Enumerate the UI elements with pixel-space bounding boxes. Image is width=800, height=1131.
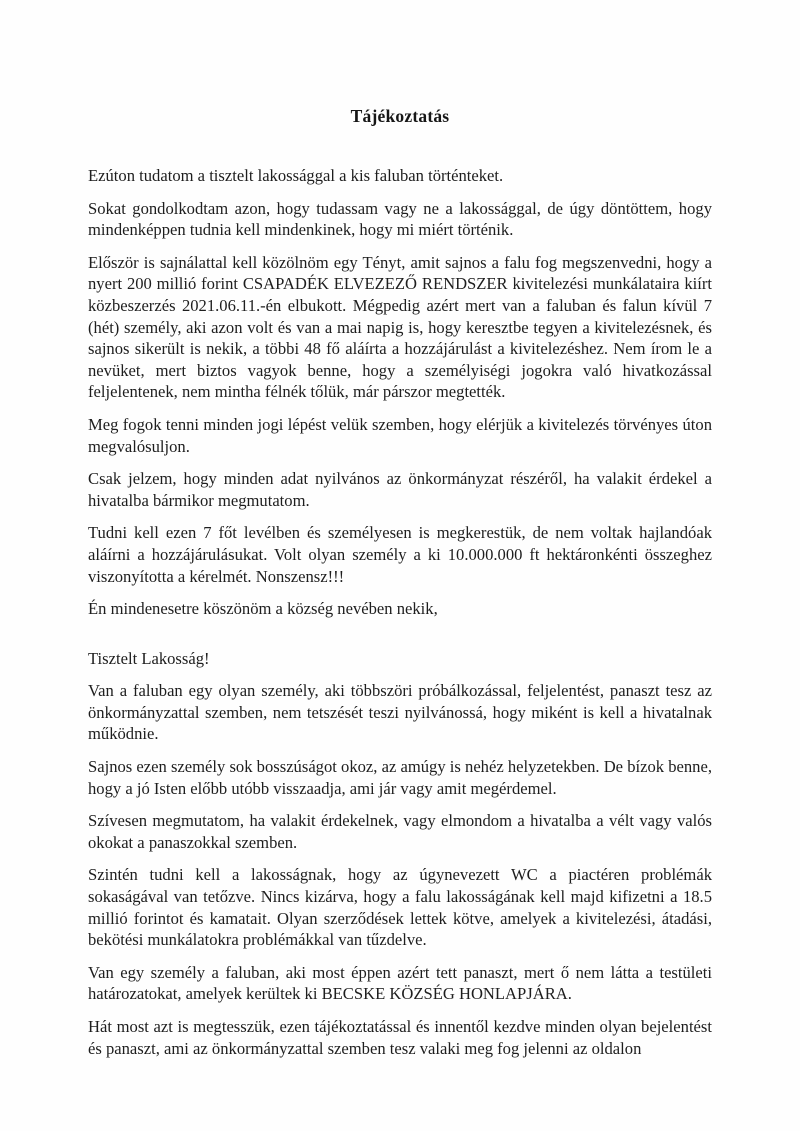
paragraph: Tudni kell ezen 7 főt levélben és személyesen is megkerestük, de nem voltak hajlandóak aláírni a hozzájárulásukat. Volt olyan személy a ki 10.000.000 ft hektáronkénti összeghez viszonyította a kérelmét. Nonszensz!!!: [88, 523, 712, 586]
paragraph: Ezúton tudatom a tisztelt lakossággal a kis faluban történteket.: [88, 166, 504, 185]
paragraph: Hát most azt is megtesszük, ezen tájékoztatással és innentől kezdve minden olyan bejelentést és panaszt, ami az önkormányzattal szemben tesz valaki meg fog jelenni az oldalon: [88, 1017, 712, 1058]
paragraph: Szintén tudni kell a lakosságnak, hogy az úgynevezett WC a piactéren problémák sokaságával van tetőzve. Nincs kizárva, hogy a falu lakosságának kell majd kifizetni a 18.5 millió forintot és kamatait. Olyan szerződések lettek kötve, amelyek a kivitelezési, átadási, bekötési munkálatokra problémákkal van tűzdelve.: [88, 865, 712, 950]
salutation-heading: Tisztelt Lakosság!: [88, 648, 210, 668]
paragraph: Van egy személy a faluban, aki most éppen azért tett panaszt, mert ő nem látta a testületi határozatokat, amelyek kerültek ki BECSKE KÖZSÉG HONLAPJÁRA.: [88, 962, 712, 1004]
document-title: Tájékoztatás: [350, 106, 450, 126]
paragraph: Van a faluban egy olyan személy, aki többszöri próbálkozással, feljelentést, panaszt tesz az önkormányzattal szemben, nem tetszését teszi nyilvánossá, hogy miként is kell a hivatalnak működnie.: [88, 681, 712, 744]
paragraph: Szívesen megmutatom, ha valakit érdekelnek, vagy elmondom a hivatalba a vélt vagy valós okokat a panaszokkal szemben.: [88, 811, 712, 852]
paragraph: Meg fogok tenni minden jogi lépést velük szemben, hogy elérjük a kivitelezés törvényes úton megvalósuljon.: [88, 414, 712, 456]
paragraph: Sokat gondolkodtam azon, hogy tudassam vagy ne a lakossággal, de úgy döntöttem, hogy mindenképpen tudnia kell mindenkinek, hogy mi miért történik.: [88, 198, 712, 240]
paragraph: Először is sajnálattal kell közölnöm egy Tényt, amit sajnos a falu fog megszenvedni, hogy a nyert 200 millió forint CSAPADÉK ELVEZEZŐ RENDSZER kivitelezési munkálataira kiírt közbeszerzés 2021.06.11.-én elbukott. Mégpedig azért mert van a faluban és falun kívül 7 (hét) személy, aki azon volt és van a mai napig is, hogy keresztbe tegyen a kivitelezésnek, és sajnos sikerült is nekik, a többi 48 fő aláírta a hozzájárulást a kivitelezéshez. Nem írom le a nevüket, mert biztos vagyok benne, hogy a személyiségi jogokra való hivatkozással feljelentenek, nem mintha félnék tőlük, már párszor megtették.: [88, 252, 712, 402]
paragraph: Én mindenesetre köszönöm a község nevében nekik,: [88, 599, 438, 619]
paragraph: Csak jelzem, hogy minden adat nyilvános az önkormányzat részéről, ha valakit érdekel a hivatalba bármikor megmutatom.: [88, 469, 712, 510]
paragraph: Sajnos ezen személy sok bosszúságot okoz, az amúgy is nehéz helyzetekben. De bízok benne, hogy a jó Isten előbb utóbb visszaadja, ami jár vagy amit megérdemel.: [88, 757, 712, 798]
